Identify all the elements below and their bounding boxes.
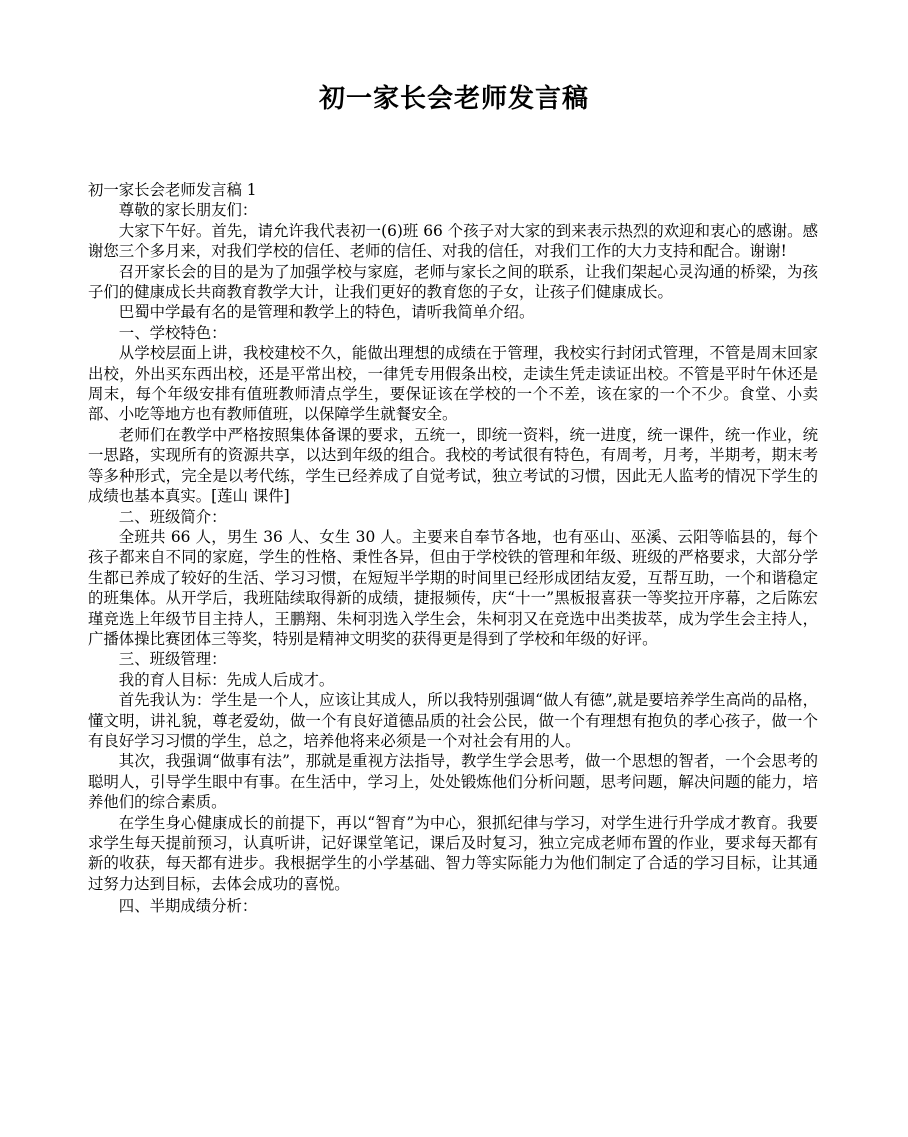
paragraph-school-management: 从学校层面上讲，我校建校不久，能做出理想的成绩在于管理，我校实行封闭式管理，不管是周末回家出校，外出买东西出校，还是平常出校，一律凭专用假条出校，走读生凭走读证出校。不管是平时午休还是周末，每个年级安排有值班教师清点学生，要保证该在学校的一个不差，该在家的一个不少。食堂、小卖部、小吃等地方也有教师值班，以保障学生就餐安全。 <box>88 344 818 424</box>
section-heading-scores: 四、半期成绩分析： <box>118 897 258 916</box>
document-subtitle: 初一家长会老师发言稿 1 <box>88 181 257 199</box>
section-heading-class: 二、班级简介： <box>118 507 227 526</box>
paragraph-second: 其次，我强调“做事有法”，那就是重视方法指导，教学生学会思考，做一个思想的智者，一个会思考的聪明人，引导学生眼中有事。在生活中，学习上，处处锻炼他们分析问题，思考问题，解决问题的能力，培养他们的综合素质。 <box>88 752 818 812</box>
paragraph-intro: 巴蜀中学最有名的是管理和教学上的特色，请听我简单介绍。 <box>118 303 535 322</box>
paragraph-goal: 我的育人目标：先成人后成才。 <box>118 670 335 689</box>
section-heading-school: 一、学校特色： <box>118 323 227 342</box>
section-heading-management: 三、班级管理： <box>118 650 227 669</box>
paragraph-welcome: 大家下午好。首先，请允许我代表初一(6)班 66 个孩子对大家的到来表示热烈的欢迎和衷心的感谢。感谢您三个多月来，对我们学校的信任、老师的信任、对我的信任，对我们工作的大力支持和配合。谢谢! <box>88 221 818 261</box>
paragraph-class-intro: 全班共 66 人，男生 36 人、女生 30 人。主要来自奉节各地，也有巫山、巫溪、云阳等临县的，每个孩子都来自不同的家庭，学生的性格、秉性各异，但由于学校铁的管理和年级、班级的严格要求，大部分学生都已养成了较好的生活、学习习惯，在短短半学期的时间里已经形成团结友爱，互帮互助，一个和谐稳定的班集体。从开学后，我班陆续取得新的成绩，捷报频传，庆“十一”黑板报喜获一等奖拉开序幕，之后陈宏瑾竞选上年级节目主持人，王鹏翔、朱柯羽选入学生会，朱柯羽又在竞选中出类拔萃，成为学生会主持人，广播体操比赛团体三等奖，特别是精神文明奖的获得更是得到了学校和年级的好评。 <box>88 527 818 648</box>
greeting: 尊敬的家长朋友们： <box>118 201 258 220</box>
document-body <box>88 180 818 917</box>
paragraph-teaching: 老师们在教学中严格按照集体备课的要求，五统一，即统一资料，统一进度，统一课件，统一作业，统一思路，实现所有的资源共享，以达到年级的组合。我校的考试很有特色，有周考，月考，半期考，期末考等多种形式，完全是以考代练，学生已经养成了自觉考试，独立考试的习惯，因此无人监考的情况下学生的成绩也基本真实。[莲山 课件] <box>88 425 818 506</box>
document-title: 初一家长会老师发言稿 <box>318 84 589 114</box>
paragraph-study: 在学生身心健康成长的前提下，再以“智育”为中心，狠抓纪律与学习，对学生进行升学成才教育。我要求学生每天提前预习，认真听讲，记好课堂笔记，课后及时复习，独立完成老师布置的作业，要求每天都有新的收获，每天都有进步。我根据学生的小学基础、智力等实际能力为他们制定了合适的学习目标，让其通过努力达到目标，去体会成功的喜悦。 <box>88 813 818 893</box>
paragraph-purpose: 召开家长会的目的是为了加强学校与家庭，老师与家长之间的联系，让我们架起心灵沟通的桥梁，为孩子们的健康成长共商教育教学大计，让我们更好的教育您的子女，让孩子们健康成长。 <box>88 262 818 302</box>
paragraph-first: 首先我认为：学生是一个人，应该让其成人，所以我特别强调“做人有德”,就是要培养学生高尚的品格，懂文明，讲礼貌，尊老爱幼，做一个有良好道德品质的社会公民，做一个有理想有抱负的孝心孩子，做一个有良好学习习惯的学生，总之，培养他将来必须是一个对社会有用的人。 <box>88 691 818 750</box>
